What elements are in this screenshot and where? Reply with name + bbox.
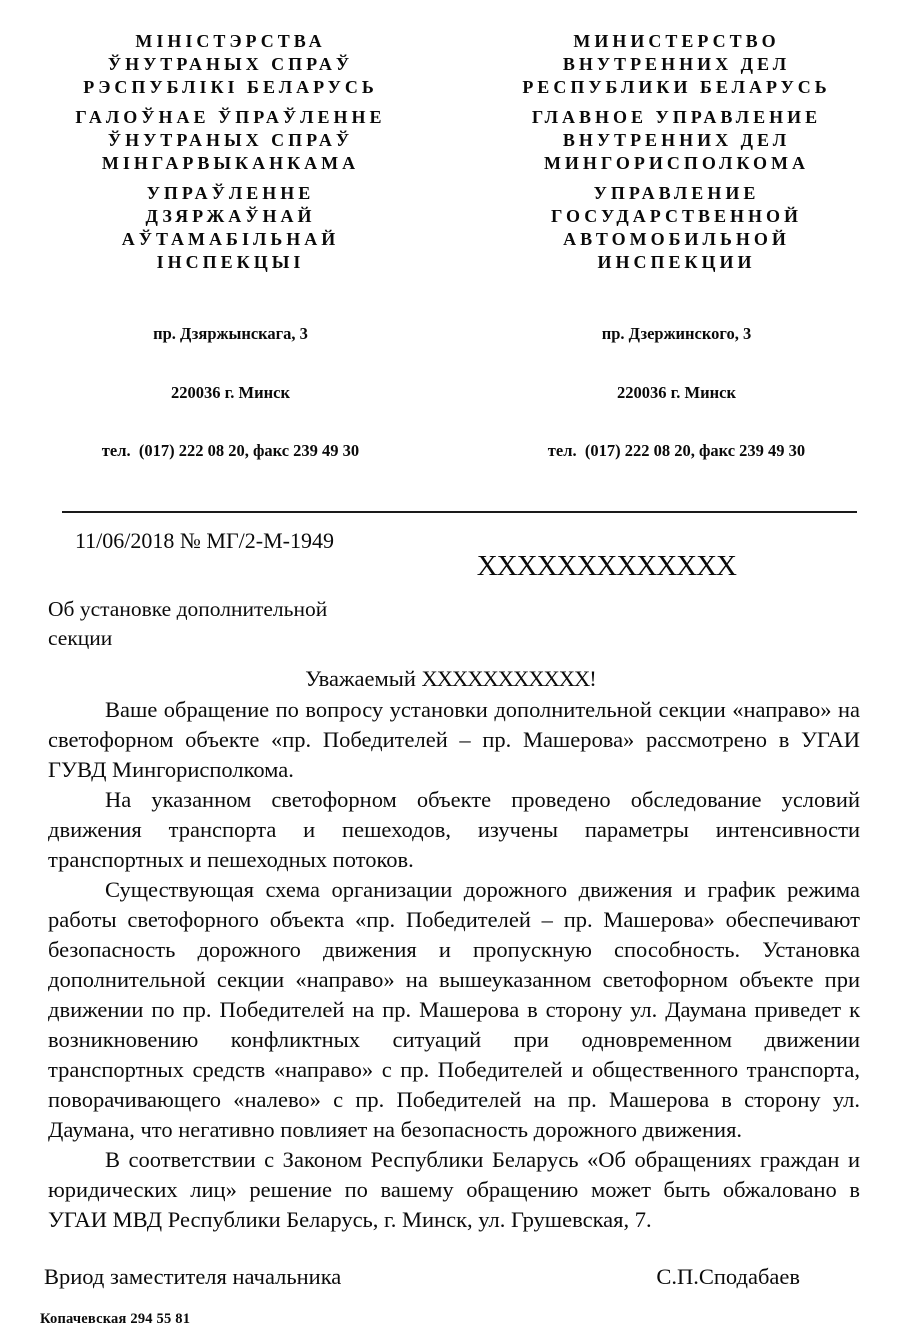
letterhead — [0, 0, 902, 500]
executor-contact: Копачевская 294 55 81 — [40, 1310, 191, 1327]
letterhead-line: ИНСПЕКЦИИ — [597, 252, 756, 272]
letterhead-line: ГОСУДАРСТВЕННОЙ — [551, 206, 802, 226]
letter-body — [48, 695, 860, 1235]
ministry-name-belarusian — [40, 30, 421, 99]
letterhead-belarusian-column — [0, 30, 451, 500]
subject-line: секции — [48, 625, 113, 650]
addressee-redacted: XXXXXXXXXXXXX — [476, 549, 736, 582]
address-belarusian — [40, 285, 421, 500]
subject-block — [48, 595, 854, 653]
letterhead-line: ІНСПЕКЦЫІ — [156, 252, 305, 272]
salutation-prefix: Уважаемый — [305, 665, 422, 691]
address-street: пр. Дзержинского, 3 — [601, 324, 752, 343]
letterhead-line: МІНІСТЭРСТВА — [135, 31, 326, 51]
address-city: 220036 г. Минск — [171, 382, 290, 402]
letterhead-line: МИНГОРИСПОЛКОМА — [543, 153, 810, 173]
address-street: пр. Дзяржынскага, 3 — [153, 324, 308, 343]
reference-row — [75, 527, 736, 581]
letterhead-line: РЕСПУБЛИКИ БЕЛАРУСЬ — [522, 77, 831, 97]
salutation-name-redacted: XXXXXXXXXXX — [421, 665, 590, 691]
letterhead-line: УПРАЎЛЕННЕ — [146, 183, 315, 203]
address-russian — [481, 285, 872, 500]
letterhead-line: ЎНУТРАНЫХ СПРАЎ — [107, 54, 354, 74]
letterhead-line: ГАЛОЎНАЕ ЎПРАЎЛЕННЕ — [75, 107, 386, 127]
letterhead-line: МІНГАРВЫКАНКАМА — [101, 153, 360, 173]
body-paragraph: На указанном светофорном объекте проведено обследование условий движения транспорта и пешеходов, изучены параметры интенсивности транспортных и пешеходных потоков. — [48, 786, 860, 872]
department-name-belarusian — [40, 106, 421, 175]
letterhead-russian-column — [451, 30, 902, 500]
body-paragraph: В соответствии с Законом Республики Беларусь «Об обращениях граждан и юридических лиц» решение по вашему обращению может быть обжаловано в УГАИ МВД Республики Беларусь, г. Минск, ул. Грушевская, 7. — [48, 1146, 860, 1232]
letterhead-line: ВНУТРЕННИХ ДЕЛ — [562, 54, 791, 74]
letterhead-divider-rule — [62, 511, 857, 513]
ministry-name-russian — [481, 30, 872, 99]
signature-block — [44, 1263, 800, 1291]
body-paragraph: Ваше обращение по вопросу установки дополнительной секции «направо» на светофорном объекте «пр. Победителей – пр. Машерова» рассмотрено в УГАИ ГУВД Мингорисполкома. — [48, 696, 860, 782]
letterhead-line: ДЗЯРЖАЎНАЙ — [145, 206, 316, 226]
department-name-russian — [481, 106, 872, 175]
address-city: 220036 г. Минск — [617, 382, 736, 402]
salutation-suffix: ! — [589, 665, 597, 691]
letterhead-line: АВТОМОБИЛЬНОЙ — [563, 229, 790, 249]
letterhead-line: ВНУТРЕННИХ ДЕЛ — [562, 130, 791, 150]
body-paragraph: Существующая схема организации дорожного движения и график режима работы светофорного объекта «пр. Победителей – пр. Машерова» обеспечивают безопасность дорожного движения и пропускную способность. Установка дополнительной секции «направо» на вышеуказанном светофорном объекте при движении по пр. Победителей на пр. Машерова в сторону ул. Даумана приведет к возникновению конфликтных ситуаций при одновременном движении транспортных средств «направо» с пр. Победителей и общественного транспорта, поворачивающего «налево» с пр. Победителей на пр. Машерова в сторону ул. Даумана, что негативно повлияет на безопасность дорожного движения. — [48, 876, 860, 1142]
signer-title: Вриод заместителя начальника — [44, 1263, 342, 1289]
letterhead-line: ЎНУТРАНЫХ СПРАЎ — [107, 130, 354, 150]
subject-line: Об установке дополнительной — [48, 596, 328, 621]
salutation — [48, 665, 854, 693]
outgoing-date-number: 11/06/2018 № МГ/2-М-1949 — [75, 527, 335, 553]
letterhead-line: УПРАВЛЕНИЕ — [593, 183, 760, 203]
division-name-russian — [481, 182, 872, 274]
letterhead-line: МИНИСТЕРСТВО — [573, 31, 780, 51]
letterhead-line: РЭСПУБЛІКІ БЕЛАРУСЬ — [83, 77, 378, 97]
letterhead-line: ГЛАВНОЕ УПРАВЛЕНИЕ — [531, 107, 822, 127]
address-phone: тел. (017) 222 08 20, факс 239 49 30 — [547, 441, 806, 460]
letterhead-line: АЎТАМАБІЛЬНАЙ — [121, 229, 340, 249]
division-name-belarusian — [40, 182, 421, 274]
address-phone: тел. (017) 222 08 20, факс 239 49 30 — [101, 441, 360, 460]
signer-name: С.П.Сподабаев — [656, 1263, 800, 1289]
